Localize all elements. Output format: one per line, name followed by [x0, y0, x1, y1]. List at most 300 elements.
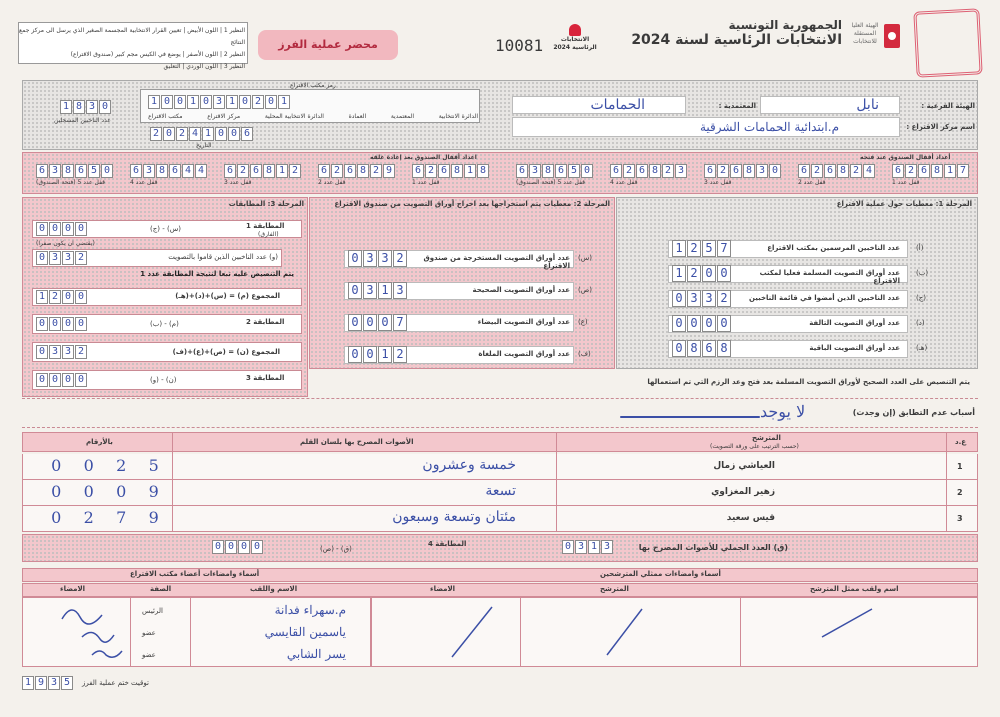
discrepancy-value[interactable]: لا يوجد: [760, 402, 806, 421]
col-candidate: المترشح: [752, 434, 781, 442]
phase1-key: (د): [916, 319, 925, 327]
lock-digit[interactable]: 0: [769, 164, 781, 178]
date-digit[interactable]: 6: [241, 127, 253, 141]
date-digit[interactable]: 2: [176, 127, 188, 141]
code-digit[interactable]: 3: [213, 95, 225, 109]
lock-digit[interactable]: 8: [837, 164, 849, 178]
lock-label: قفل عدد 3: [224, 179, 252, 186]
phase2-digit[interactable]: 0: [363, 346, 377, 363]
lock-digit[interactable]: 4: [195, 164, 207, 178]
voted-digit[interactable]: 0: [36, 251, 48, 265]
phase2-digit[interactable]: 0: [348, 282, 362, 299]
code-labels: [148, 113, 478, 120]
match3-value[interactable]: [36, 373, 87, 387]
match3-digit[interactable]: 0: [49, 373, 61, 387]
lock-digit[interactable]: 2: [662, 164, 674, 178]
lock-label: قفل عدد 5 (فتحة الصندوق): [36, 179, 105, 186]
phase2-digit[interactable]: 2: [393, 250, 407, 267]
center-label: اسم مركز الاقتراع :: [906, 123, 975, 131]
lock-label: قفل عدد 4: [130, 179, 158, 186]
lock-digit[interactable]: 2: [237, 164, 249, 178]
lock-digit[interactable]: 8: [743, 164, 755, 178]
phase2-value[interactable]: [348, 250, 407, 267]
phase1-title: المرحلة 1: معطيات حول عملية الاقتراع: [836, 200, 972, 208]
date-field: [150, 127, 253, 141]
votes-in-words[interactable]: خمسة وعشرون: [422, 457, 516, 473]
lock-digit[interactable]: 1: [944, 164, 956, 178]
flame-icon: [569, 24, 581, 36]
sum-m-digit[interactable]: 0: [75, 290, 87, 304]
lock-digit[interactable]: 2: [623, 164, 635, 178]
lock-digit[interactable]: 2: [850, 164, 862, 178]
vote-digit: 0: [83, 456, 94, 475]
lock-digit[interactable]: 2: [905, 164, 917, 178]
registered-count: [60, 100, 111, 114]
lock-digit[interactable]: 4: [182, 164, 194, 178]
phase1-label: عدد الناخبين الذين أمضوا في قائمة الناخبين: [748, 294, 900, 302]
col-rep-sign: الامضاء: [430, 585, 456, 593]
center-field[interactable]: م.ابتدائية الحمامات الشرقية: [512, 117, 900, 137]
phase1-digit[interactable]: 2: [717, 290, 731, 307]
member1-signature: [82, 632, 114, 642]
phase2-digit[interactable]: 0: [378, 314, 392, 331]
voted-digit[interactable]: 3: [49, 251, 61, 265]
registered-digit[interactable]: 8: [73, 100, 85, 114]
match2-formula: (ب) - (م): [150, 320, 179, 328]
match4-digit[interactable]: 0: [212, 540, 224, 554]
phase1-digit[interactable]: 3: [702, 290, 716, 307]
vote-digit: 0: [51, 482, 62, 501]
phase1-digit[interactable]: 6: [702, 340, 716, 357]
phase2-digit[interactable]: 0: [348, 346, 362, 363]
official-stamp: [913, 8, 982, 77]
republic-label: الجمهورية التونسية: [728, 18, 842, 32]
phase1-label: عدد الناخبين المرسمين بمكتب الاقتراع: [767, 244, 900, 252]
lock-digit[interactable]: 6: [36, 164, 48, 178]
code-label: الدائرة الانتخابية: [438, 113, 478, 120]
vote-digit: 7: [116, 508, 127, 527]
lock-digit[interactable]: 6: [224, 164, 236, 178]
locks-before-title: أعداد أقفال الصندوق عند فتحه: [860, 154, 951, 161]
match4-label: المطابقة 4: [428, 540, 467, 548]
lock-digit[interactable]: 1: [464, 164, 476, 178]
codes-caption: رمز مكتب الاقتراع: [290, 82, 336, 89]
signature-strokes: [22, 597, 978, 667]
phase1-value[interactable]: [672, 315, 731, 332]
vote-digit: 5: [148, 456, 159, 475]
lock-digit[interactable]: 8: [263, 164, 275, 178]
branch-label: الهيئة الفرعية :: [921, 102, 975, 110]
votes-in-digits[interactable]: [40, 456, 170, 475]
lock-digit[interactable]: 3: [756, 164, 768, 178]
lock-digit[interactable]: 7: [957, 164, 969, 178]
lock-digit[interactable]: 8: [649, 164, 661, 178]
lock-digit[interactable]: 5: [568, 164, 580, 178]
vote-digit: 0: [51, 456, 62, 475]
lock-digit[interactable]: 6: [918, 164, 930, 178]
phase1-digit[interactable]: 8: [717, 340, 731, 357]
lock-digit[interactable]: 6: [130, 164, 142, 178]
phase1-digit[interactable]: 0: [672, 315, 686, 332]
match4-digit[interactable]: 0: [251, 540, 263, 554]
match2-digit[interactable]: 0: [36, 317, 48, 331]
row-number: 1: [957, 462, 963, 471]
results-header: [22, 432, 978, 452]
phase2-value[interactable]: [348, 282, 407, 299]
lock-digit[interactable]: 2: [425, 164, 437, 178]
phase2-digit[interactable]: 2: [393, 346, 407, 363]
match4-digit[interactable]: 0: [238, 540, 250, 554]
lock-digit[interactable]: 8: [357, 164, 369, 178]
phase2-value[interactable]: [348, 314, 407, 331]
phase1-digit[interactable]: 7: [717, 240, 731, 257]
col-rep-cand: المترشح: [600, 585, 629, 593]
phase1-value[interactable]: [672, 240, 731, 257]
registered-digit[interactable]: 0: [99, 100, 111, 114]
match3-digit[interactable]: 0: [75, 373, 87, 387]
match1-sub: (يقتضي ان يكون صفرا): [36, 240, 95, 247]
end-time-digit[interactable]: 9: [35, 676, 47, 690]
phase1-digit[interactable]: 0: [687, 315, 701, 332]
candidate-name: العياشي زمال: [713, 461, 775, 471]
voted-label: (و) عدد الناخبين الذين قاموا بالتصويت: [168, 253, 278, 261]
phase1-value[interactable]: [672, 340, 731, 357]
lock-label: قفل عدد 5 (فتحة الصندوق): [516, 179, 585, 186]
phase2-digit[interactable]: 3: [363, 250, 377, 267]
code-digit[interactable]: 1: [187, 95, 199, 109]
lock-digit[interactable]: 8: [542, 164, 554, 178]
total-digit[interactable]: 3: [601, 540, 613, 554]
code-digit[interactable]: 0: [161, 95, 173, 109]
code-digit[interactable]: 1: [278, 95, 290, 109]
candidate-name: زهير المغزاوي: [711, 487, 775, 497]
lock-digit[interactable]: 3: [529, 164, 541, 178]
lock-digit[interactable]: 6: [704, 164, 716, 178]
registered-digit[interactable]: 3: [86, 100, 98, 114]
member-name[interactable]: م.سهراء فدانة: [274, 603, 346, 617]
match1-label: المطابقة 1: [246, 222, 285, 230]
lock-field: [516, 164, 593, 186]
voted-digit[interactable]: 3: [62, 251, 74, 265]
rep1-stroke: [452, 607, 492, 657]
match1-note: (الفارق): [258, 231, 279, 238]
end-time-label: توقيت ختم عملية الفرز: [82, 679, 149, 687]
lock-digit[interactable]: 8: [931, 164, 943, 178]
lock-digit[interactable]: 6: [730, 164, 742, 178]
vote-digit: 0: [83, 482, 94, 501]
phase1-key: (هـ): [916, 344, 928, 352]
lock-digit[interactable]: 2: [289, 164, 301, 178]
vote-digit: 0: [51, 508, 62, 527]
branch-field[interactable]: نابل: [760, 96, 900, 114]
votes-in-digits[interactable]: [40, 508, 170, 527]
lock-digit[interactable]: 6: [169, 164, 181, 178]
lock-field: [318, 164, 395, 186]
registered-digit[interactable]: 1: [60, 100, 72, 114]
votes-in-digits[interactable]: [40, 482, 170, 501]
vote-digit: 9: [148, 482, 159, 501]
col-num: ع.د: [955, 438, 967, 446]
lock-digit[interactable]: 3: [143, 164, 155, 178]
lock-digit[interactable]: 2: [331, 164, 343, 178]
lock-label: قفل عدد 2: [798, 179, 826, 186]
end-time[interactable]: [22, 676, 73, 690]
match1-digit[interactable]: 0: [75, 222, 87, 236]
votes-in-words[interactable]: تسعة: [485, 483, 516, 499]
commune-label: المعتمدية :: [718, 102, 756, 110]
sum-n-label: المجموع (ن) = (ص)+(ع)+(ف): [172, 348, 280, 356]
date-digit[interactable]: 2: [150, 127, 162, 141]
member-role: عضو: [142, 629, 156, 637]
vote-digit: 2: [116, 456, 127, 475]
match1-digit[interactable]: 0: [62, 222, 74, 236]
date-digit[interactable]: 4: [189, 127, 201, 141]
reps-signatures-title: أسماء وامضاءات ممثلي المترشحين: [600, 570, 721, 578]
end-time-digit[interactable]: 1: [22, 676, 34, 690]
match3-digit[interactable]: 0: [62, 373, 74, 387]
date-digit[interactable]: 0: [163, 127, 175, 141]
phase2-title: المرحلة 2: معطيات يتم استخراجها بعد اخراج أوراق التصويت من صندوق الاقتراع: [334, 200, 610, 208]
doc-type-badge: محضر عملية الفرز: [258, 30, 398, 60]
phase1-note: يتم التنصيص على العدد الصحيح لأوراق التصويت المسلمة بعد فتح وعد الرزم التي تم استعمالها: [647, 378, 970, 386]
end-time-digit[interactable]: 5: [61, 676, 73, 690]
member2-signature: [92, 651, 122, 657]
sum-n-digit[interactable]: 3: [49, 345, 61, 359]
phase1-digit[interactable]: 3: [687, 290, 701, 307]
registered-label: عدد الناخبين المسجلين: [54, 117, 111, 124]
match2-value[interactable]: [36, 317, 87, 331]
end-time-digit[interactable]: 3: [48, 676, 60, 690]
votes-in-words[interactable]: مئتان وتسعة وسبعون: [392, 509, 516, 525]
candidate-name: قيس سعيد: [726, 513, 775, 523]
phase2-digit[interactable]: 0: [363, 314, 377, 331]
phase1-label: عدد أوراق التصويت التالفة: [809, 319, 900, 327]
date-digit[interactable]: 0: [228, 127, 240, 141]
code-label: مركز الاقتراع: [207, 113, 241, 120]
sum-m-digit[interactable]: 1: [36, 290, 48, 304]
phase2-label: عدد أوراق التصويت الملغاة: [478, 350, 570, 358]
lock-digit[interactable]: 6: [318, 164, 330, 178]
col-sign: الامضاء: [60, 585, 86, 593]
phase1-digit[interactable]: 0: [717, 265, 731, 282]
member-name[interactable]: ياسمين القايسي: [264, 625, 346, 639]
sum-m-value[interactable]: [36, 290, 87, 304]
phase2-label: عدد أوراق التصويت الصحيحة: [472, 286, 570, 294]
copy-2: النظير 2 | اللون الأصفر | يوضع في الكيس مجم كبير (صندوق الاقتراع): [70, 51, 245, 58]
phase2-digit[interactable]: 0: [348, 250, 362, 267]
lock-label: قفل عدد 4: [610, 179, 638, 186]
lock-digit[interactable]: 6: [636, 164, 648, 178]
lock-digit[interactable]: 6: [344, 164, 356, 178]
phase1-digit[interactable]: 2: [687, 265, 701, 282]
discrepancy-stroke: [620, 416, 760, 418]
match1-digit[interactable]: 0: [49, 222, 61, 236]
office-signatures-title: أسماء وامضاءات أعضاء مكتب الاقتراع: [130, 570, 260, 578]
lock-digit[interactable]: 6: [824, 164, 836, 178]
lock-digit[interactable]: 6: [798, 164, 810, 178]
col-digits: بالأرقام: [86, 438, 113, 446]
lock-digit[interactable]: 8: [62, 164, 74, 178]
phase2-key: (ص): [578, 286, 592, 294]
lock-digit[interactable]: 2: [811, 164, 823, 178]
lock-digit[interactable]: 0: [101, 164, 113, 178]
match2-digit[interactable]: 0: [62, 317, 74, 331]
match4-value[interactable]: [212, 540, 263, 554]
lock-digit[interactable]: 6: [555, 164, 567, 178]
voted-value[interactable]: [36, 251, 87, 265]
phase1-digit[interactable]: 5: [702, 240, 716, 257]
phase2-digit[interactable]: 7: [393, 314, 407, 331]
member-role: الرئيس: [142, 607, 163, 615]
locks-after-title: اعداد أقفال الصندوق بعد إعادة غلقه: [370, 154, 477, 161]
col-divider: [946, 432, 947, 532]
lock-digit[interactable]: 6: [892, 164, 904, 178]
phase1-digit[interactable]: 0: [717, 315, 731, 332]
member-name[interactable]: يسر الشابي: [286, 647, 346, 661]
total-digit[interactable]: 0: [562, 540, 574, 554]
sum-n-digit[interactable]: 0: [36, 345, 48, 359]
phase2-digit[interactable]: 3: [393, 282, 407, 299]
lock-digit[interactable]: 1: [276, 164, 288, 178]
col-name: الاسم واللقب: [250, 585, 298, 593]
phase2-digit[interactable]: 1: [378, 282, 392, 299]
phase1-label: عدد أوراق التصويت الباقية: [809, 344, 900, 352]
phase1-digit[interactable]: 1: [672, 265, 686, 282]
phase1-digit[interactable]: 0: [702, 315, 716, 332]
phase1-digit[interactable]: 0: [672, 340, 686, 357]
lock-digit[interactable]: 3: [49, 164, 61, 178]
copy-1: النظير 1 | اللون الأبيض | تعيين القرار الانتخابية المجسمة الصغير الذي يرسل الى مركز جمع النتائج: [19, 27, 245, 46]
member-role: عضو: [142, 651, 156, 659]
lock-digit[interactable]: 4: [863, 164, 875, 178]
code-digit[interactable]: 0: [174, 95, 186, 109]
copies-legend: [18, 22, 248, 70]
sum-n-digit[interactable]: 2: [75, 345, 87, 359]
phase1-digit[interactable]: 8: [687, 340, 701, 357]
doc-number: 10081: [495, 36, 544, 55]
flag-icon: [884, 24, 900, 48]
match2-digit[interactable]: 0: [75, 317, 87, 331]
phase1-value[interactable]: [672, 265, 731, 282]
lock-digit[interactable]: 6: [75, 164, 87, 178]
lock-field: [798, 164, 875, 186]
sum-m-digit[interactable]: 0: [62, 290, 74, 304]
lock-label: قفل عدد 1: [412, 179, 440, 186]
lock-label: قفل عدد 3: [704, 179, 732, 186]
vote-digit: 0: [116, 482, 127, 501]
lock-field: [130, 164, 207, 186]
lock-field: [892, 164, 969, 186]
col-candidate-sub: (حسب الترتيب على ورقة التصويت): [710, 443, 799, 450]
totals-row: [22, 534, 978, 562]
lock-digit[interactable]: 8: [477, 164, 489, 178]
sum-n-value[interactable]: [36, 345, 87, 359]
lock-digit[interactable]: 3: [675, 164, 687, 178]
total-digit[interactable]: 3: [575, 540, 587, 554]
lock-digit[interactable]: 6: [250, 164, 262, 178]
lock-digit[interactable]: 2: [717, 164, 729, 178]
phase1-label: عدد أوراق التصويت المسلمة فعليا لمكتب الاقتراع: [759, 269, 900, 285]
match1-digit[interactable]: 0: [36, 222, 48, 236]
date-label: التاريخ: [196, 142, 212, 149]
lock-digit[interactable]: 8: [451, 164, 463, 178]
lock-digit[interactable]: 6: [516, 164, 528, 178]
phase1-value[interactable]: [672, 290, 731, 307]
lock-field: [610, 164, 687, 186]
lock-digit[interactable]: 8: [156, 164, 168, 178]
phase1-digit[interactable]: 2: [687, 240, 701, 257]
match4-digit[interactable]: 0: [225, 540, 237, 554]
phase1-key: (ب): [916, 269, 929, 277]
phase2-key: (ف): [578, 350, 591, 358]
sum-m-digit[interactable]: 2: [49, 290, 61, 304]
lock-digit[interactable]: 5: [88, 164, 100, 178]
total-value[interactable]: [562, 540, 613, 554]
discrepancy-label: أسباب عدم التطابق (إن وجدت): [852, 408, 975, 417]
commune-field[interactable]: الحمامات: [512, 96, 686, 114]
election-title: الانتخابات الرئاسية لسنة 2024: [631, 32, 842, 48]
code-digit[interactable]: 0: [200, 95, 212, 109]
row-number: 3: [957, 514, 963, 523]
sum-n-digit[interactable]: 3: [62, 345, 74, 359]
rep3-stroke: [822, 609, 872, 637]
date-digit[interactable]: 0: [215, 127, 227, 141]
rep2-stroke: [607, 609, 642, 655]
match2-digit[interactable]: 0: [49, 317, 61, 331]
code-digit[interactable]: 0: [239, 95, 251, 109]
col-divider: [172, 432, 173, 532]
match3-digit[interactable]: 0: [36, 373, 48, 387]
lock-field: [36, 164, 113, 186]
code-digit[interactable]: 1: [226, 95, 238, 109]
phase2-value[interactable]: [348, 346, 407, 363]
lock-label: قفل عدد 2: [318, 179, 346, 186]
code-digit[interactable]: 1: [148, 95, 160, 109]
phase2-digit[interactable]: 3: [378, 250, 392, 267]
lock-digit[interactable]: 6: [412, 164, 424, 178]
match1-formula: (ج) - (س): [150, 225, 181, 233]
lock-digit[interactable]: 2: [370, 164, 382, 178]
phase2-digit[interactable]: 0: [348, 314, 362, 331]
phase1-digit[interactable]: 1: [672, 240, 686, 257]
elections-logo: الانتخابات الرئاسية 2024: [552, 24, 598, 66]
lock-digit[interactable]: 6: [610, 164, 622, 178]
phase2-key: (س): [578, 254, 593, 262]
match1-value[interactable]: [36, 222, 87, 236]
code-digit[interactable]: 0: [265, 95, 277, 109]
vote-digit: 2: [83, 508, 94, 527]
code-label: مكتب الاقتراع: [148, 113, 183, 120]
lock-digit[interactable]: 9: [383, 164, 395, 178]
lock-field: [412, 164, 489, 186]
locks-before: [516, 164, 976, 190]
phase1-digit[interactable]: 0: [702, 265, 716, 282]
phase2-digit[interactable]: 1: [378, 346, 392, 363]
phase1-digit[interactable]: 0: [672, 290, 686, 307]
code-label: العمادة: [348, 113, 367, 120]
code-digit[interactable]: 2: [252, 95, 264, 109]
lock-digit[interactable]: 6: [438, 164, 450, 178]
total-digit[interactable]: 1: [588, 540, 600, 554]
voted-digit[interactable]: 2: [75, 251, 87, 265]
isie-logo: الهيئة العليا المستقلة للانتخابات: [851, 22, 879, 45]
locks-after: [36, 164, 496, 190]
phase2-digit[interactable]: 3: [363, 282, 377, 299]
vote-digit: 9: [148, 508, 159, 527]
copy-3: النظير 3 | اللون الوردي | التعليق: [163, 63, 245, 70]
date-digit[interactable]: 1: [202, 127, 214, 141]
lock-digit[interactable]: 0: [581, 164, 593, 178]
